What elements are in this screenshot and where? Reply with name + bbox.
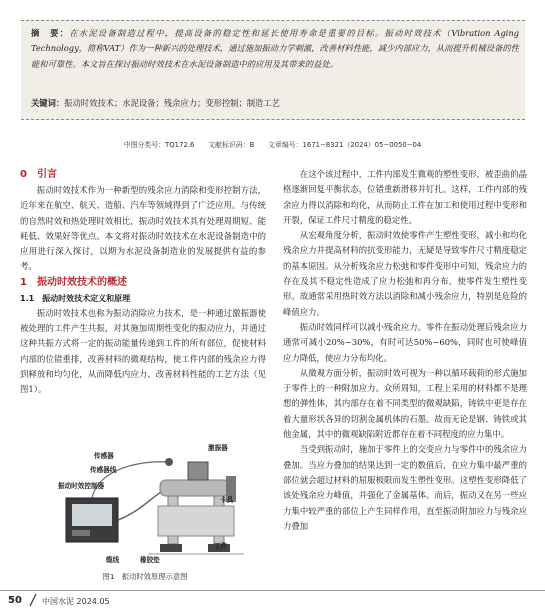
label-cable: 缆线 (106, 556, 120, 564)
right-column (283, 167, 527, 534)
label-sensor: 传感器 (94, 452, 114, 460)
rubber-pad-left (160, 544, 182, 552)
paragraph-1-1: 振动时效技术也称为振动消除应力技术，是一种通过激振器使被处理的工件产生共振，对其施加周期性变化的振动应力，并通过这种共振方式将一定的振动能量传递到工件的所有部位，促使材料内部的位错重排，改善材料的微观结构，使工件内部的残余应力得到释放和均匀化，从而降低内应力、改善材料性能的工艺方法（见图1）。 (20, 307, 266, 395)
subsection-1-1-title: 1.1 振动时效技术定义和原理 (20, 293, 131, 303)
label-workpiece: 工件 (214, 542, 228, 550)
label-rubber-pad: 橡胶垫 (140, 556, 160, 564)
footer-divider (0, 590, 545, 591)
section-0-title: 0 引言 (20, 169, 57, 180)
classification-line: 中图分类号：TQ172.6 文献标识码：B 文章编号：1671−8321（2024）05−0050−04 (123, 141, 422, 149)
figure-caption: 图1 振动时效原理示意图 (102, 572, 188, 581)
keywords-label: 关键词： (31, 98, 65, 108)
section-1-title: 1 振动时效技术的概述 (20, 276, 127, 288)
controller-screen (72, 504, 112, 526)
right-paragraph-3: 振动时效同样可以减小残余应力。零件在振动处理后残余应力通常可减小20%~30%，有时可达50%~60%，同时也可使峰值应力降低，使应力分布均化。 (283, 321, 527, 363)
abstract-label: 摘 要： (31, 28, 70, 38)
left-column (20, 167, 266, 398)
abstract-body: 在水泥设备制造过程中，提高设备的稳定性和延长使用寿命是重要的目标。振动时效技术（Vibration Aging Technology，简称VAT）作为一种新兴的处理技术，通过施加振动力学刺激，改善材料性能，减少内部应力，从而提升机械设备的性能和可靠性。本文旨在探讨振动时效技术在水泥设备制造中的应用及其带来的益处。 (31, 28, 519, 69)
intro-paragraph: 振动时效技术作为一种新型的残余应力消除和变形控制方法，近年来在航空、航天、造船、汽车等领域得到了广泛应用。与传统的自然时效和热处理时效相比，振动时效技术具有处理周期短、能耗低、效果好等优点。本文将对振动时效技术在水泥设备制造中的应用进行深入探讨，以期为水泥设备制造业的发展提供有益的参考。 (20, 185, 266, 272)
journal-name: 中国水泥 2024.05 (42, 597, 110, 606)
right-paragraph-5: 当受到振动时，施加于零件上的交变应力与零件中的残余应力叠加。当应力叠加的结果达到一定的数值后，在应力集中最严重的部位就会超过材料的屈服极限而发生塑性变形。这塑性变形降低了该处残余应力峰值，并强化了金属基体。而后，振动又在另一些应力集中较严重的部位上产生同样作用，直至振动附加应力与残余应力叠加 (283, 444, 527, 531)
label-clamp: 卡具 (220, 496, 234, 504)
abstract-box (21, 20, 525, 120)
right-paragraph-2: 从宏观角度分析，振动时效使零件产生塑性变形，减小和均化残余应力并提高材料的抗变形能力，无疑是导致零件尺寸精度稳定的基本原因。从分析残余应力松弛和零件变形中可知，残余应力的存在及其不稳定性造成了应力松弛和再分布，使零件发生塑性变形。故通常采用热时效方法以消除和减小残余应力，特别是危险的峰值应力。 (283, 230, 527, 317)
sensor (165, 458, 173, 466)
label-sensor-line: 传感器线 (90, 466, 117, 474)
keywords-text: 振动时效技术；水泥设备；残余应力；变形控制；制造工艺 (64, 98, 280, 108)
abstract-text (31, 26, 519, 72)
label-controller: 振动时效控制器 (58, 482, 105, 490)
label-exciter: 激振器 (208, 444, 228, 452)
footer-slash-icon (28, 593, 38, 607)
right-paragraph-1: 在这个该过程中，工件内部发生微观的塑性变形，被歪曲的晶格逐渐回复平衡状态，位错重新滑移并钉扎。这样，工件内部的残余应力得以消除和均化，从而防止工件在加工和使用过程中变形和开裂，保证工件尺寸精度的稳定性。 (283, 169, 527, 225)
right-paragraph-4: 从微观方面分析，振动时效可视为一种以循环载荷的形式施加于零件上的一种附加应力。众所周知，工程上采用的材料都不是理想的弹性体，其内部存在着不同类型的微观缺陷，铸铁中更是存在着大量形状各异的切割金属机体的石墨。故而无论是钢、铸铁或其他金属，其中的微观缺陷附近都存在着不同程度的应力集中。 (283, 367, 527, 440)
workpiece-body (158, 506, 234, 536)
exciter (188, 462, 208, 480)
keywords-line (31, 97, 280, 109)
figure-1 (48, 440, 244, 568)
page-number: 50 (8, 595, 22, 606)
